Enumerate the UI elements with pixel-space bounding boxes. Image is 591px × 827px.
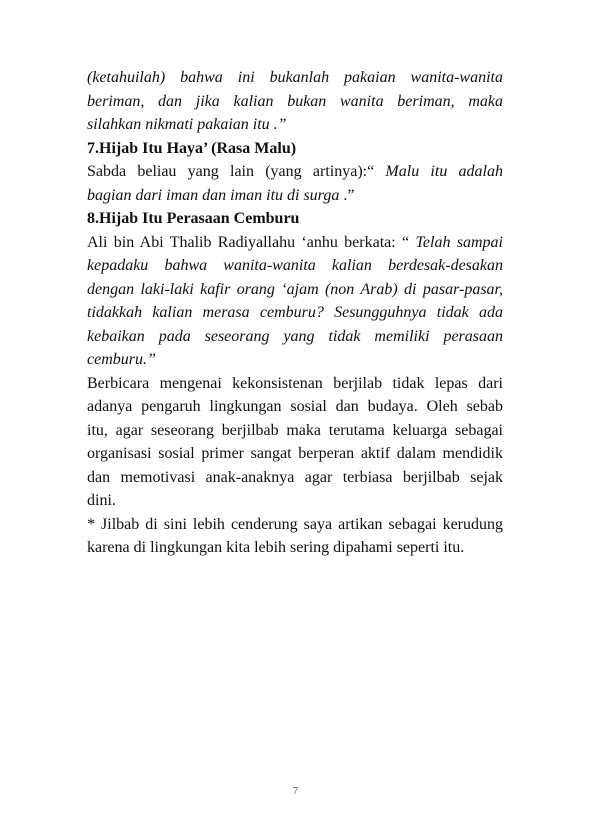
footnote-line: * Jilbab di sini lebih cenderung saya artikan sebagai kerudung — [87, 515, 503, 533]
section-7-line — [87, 184, 503, 208]
section-8-heading: 8.Hijab Itu Perasaan Cemburu — [87, 210, 300, 227]
quote-line: beriman, dan jika kalian bukan wanita beriman, maka — [87, 92, 503, 110]
text-plain: Sabda beliau yang lain (yang artinya):“ — [87, 163, 375, 180]
section-7-heading: 7.Hijab Itu Haya’ (Rasa Malu) — [87, 139, 297, 157]
paragraph-line: Berbicara mengenai kekonsistenan berjilab tidak lepas dari — [87, 374, 503, 392]
text-plain: Ali bin Abi Thalib Radiyallahu ‘anhu berkata: “ — [87, 233, 416, 251]
text-italic: bagian dari iman dan iman itu di surga — [87, 186, 340, 204]
footnote-line: karena di lingkungan kita lebih sering dipahami seperti itu. — [87, 539, 465, 556]
page-number: 7 — [293, 786, 298, 797]
text-italic: Malu itu adalah — [385, 163, 503, 180]
text-italic: Telah sampai — [415, 233, 503, 251]
document-page — [87, 66, 503, 560]
quote-line: cemburu.” — [87, 351, 156, 368]
paragraph-line: organisasi sosial primer sangat berperan aktif dalam mendidik — [87, 445, 503, 462]
quote-line: tidakkah kalian merasa cemburu? Sesungguhnya tidak ada — [87, 304, 503, 321]
paragraph-line: dini. — [87, 492, 116, 509]
text-plain: .” — [339, 186, 355, 204]
section-8-line — [87, 231, 503, 255]
quote-line: dengan laki-laki kafir orang ‘ajam (non Arab) di pasar-pasar, — [87, 280, 503, 298]
paragraph-line: adanya pengaruh lingkungan sosial dan budaya. Oleh sebab — [87, 398, 503, 415]
paragraph-line: itu, agar seseorang berjilbab maka terutama keluarga sebagai — [87, 421, 503, 439]
quote-line: silahkan nikmati pakaian itu .” — [87, 116, 287, 133]
quote-line: (ketahuilah) bahwa ini bukanlah pakaian wanita-wanita — [87, 69, 503, 86]
quote-line: kepadaku bahwa wanita-wanita kalian berdesak-desakan — [87, 257, 503, 274]
paragraph-line: dan memotivasi anak-anaknya agar terbiasa berjilbab sejak — [87, 468, 503, 486]
quote-line: kebaikan pada seseorang yang tidak memiliki perasaan — [87, 327, 503, 345]
section-7-line — [87, 160, 503, 184]
